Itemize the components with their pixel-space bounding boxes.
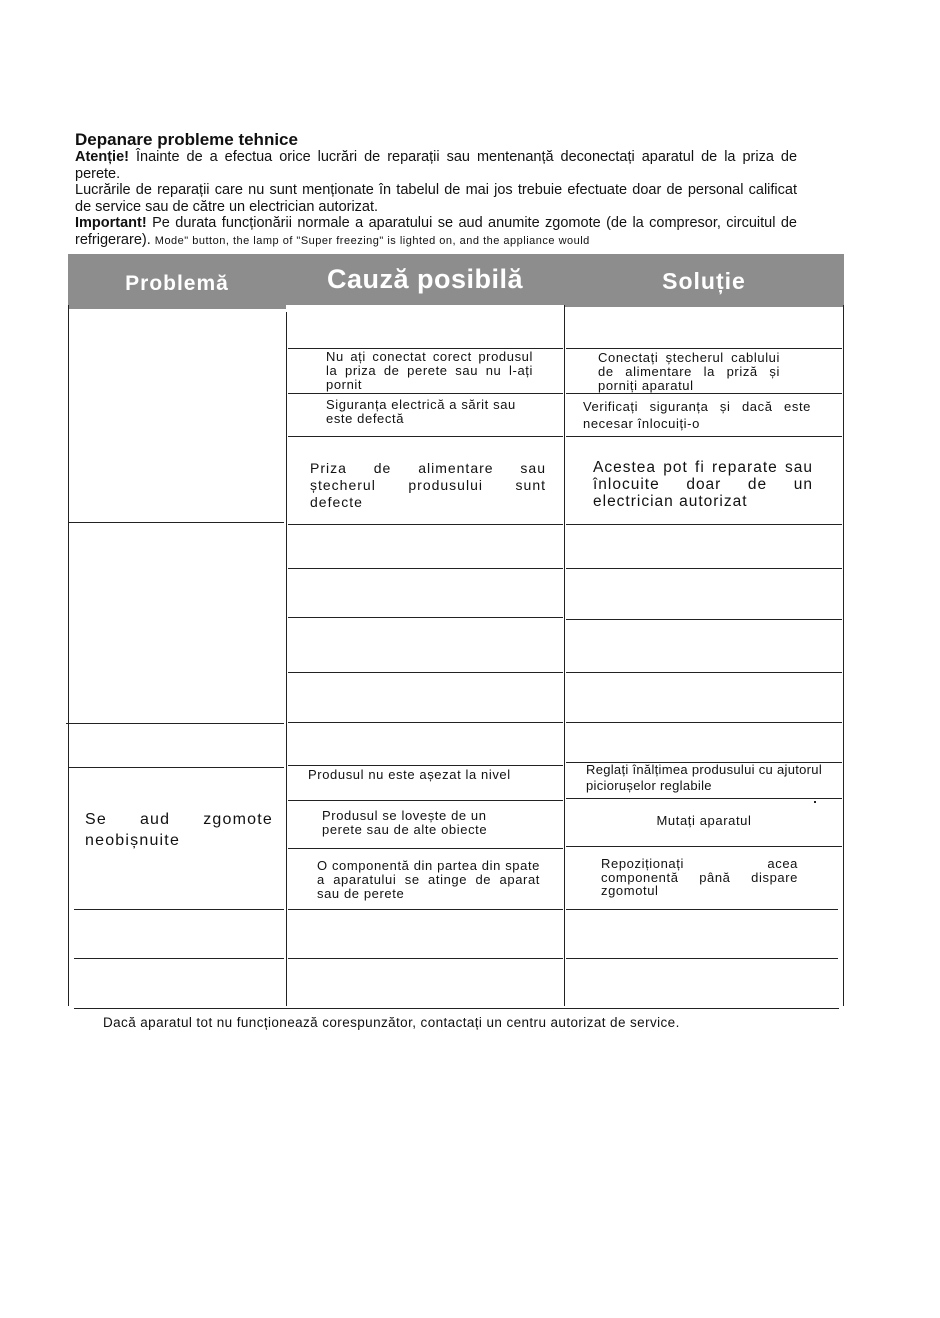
grid-line bbox=[68, 767, 284, 768]
cause-cell: Siguranța electrică a sărit sau este defectă bbox=[326, 397, 516, 426]
intro-section bbox=[75, 130, 797, 249]
attention-label: Atenție! bbox=[75, 149, 129, 165]
grid-line bbox=[843, 305, 844, 1006]
grid-line bbox=[288, 765, 563, 766]
header-cause-label: Cauză posibilă bbox=[326, 264, 524, 294]
solution-cell: Acestea pot fi reparate sau înlocuite doar de un electrician autorizat bbox=[593, 459, 813, 510]
stray-mark bbox=[814, 801, 816, 803]
cause-cell: Priza de alimentare sau ștecherul produsului sunt defecte bbox=[310, 460, 546, 510]
grid-line bbox=[288, 672, 563, 673]
grid-line bbox=[74, 909, 284, 910]
overflow-text: Mode" button, the lamp of "Super freezing" is lighted on, and the appliance would bbox=[154, 234, 590, 247]
footer-note: Dacă aparatul tot nu funcționează corespunzător, contactați un centru autorizat de service. bbox=[103, 1015, 680, 1030]
grid-line bbox=[288, 524, 563, 525]
important-text: Pe durata funcționării normale a aparatului se aud anumite zgomote (de la compresor, circuitul de refrigerare). bbox=[75, 215, 797, 248]
header-problem bbox=[68, 254, 286, 309]
grid-line bbox=[288, 722, 563, 723]
grid-line bbox=[74, 958, 284, 959]
header-solution bbox=[564, 254, 844, 307]
grid-line bbox=[288, 617, 563, 618]
grid-line bbox=[288, 909, 563, 910]
repairs-paragraph: Lucrările de reparații care nu sunt menționate în tabelul de mai jos trebuie efectuate doar de personal calificat de service sau de către un electrician autorizat. bbox=[75, 182, 797, 215]
grid-line bbox=[566, 722, 842, 723]
grid-line bbox=[566, 568, 842, 569]
solution-cell: Reglați înălțimea produsului cu ajutorul piciorușelor reglabile bbox=[586, 762, 823, 793]
attention-text: Înainte de a efectua orice lucrări de reparații sau mentenanță deconectați aparatul de la priza de perete. bbox=[75, 149, 798, 182]
cause-cell: Produsul se lovește de un perete sau de alte obiecte bbox=[322, 808, 488, 837]
grid-line bbox=[68, 522, 284, 523]
grid-line bbox=[288, 436, 563, 437]
table-bottom-line bbox=[74, 1008, 839, 1009]
solution-cell: Mutați aparatul bbox=[656, 813, 752, 828]
important-paragraph bbox=[75, 215, 797, 249]
solution-cell: Verificați siguranța și dacă este necesar înlocuiți-o bbox=[583, 399, 811, 431]
grid-line bbox=[288, 848, 563, 849]
header-solution-label: Soluție bbox=[662, 268, 746, 294]
grid-line bbox=[286, 312, 287, 1006]
grid-line bbox=[566, 672, 842, 673]
cause-cell: Nu ați conectat corect produsul la priza de perete sau nu l-ați pornit bbox=[326, 349, 533, 392]
grid-line bbox=[566, 393, 842, 394]
grid-line bbox=[566, 348, 842, 349]
cause-cell: Produsul nu este așezat la nivel bbox=[308, 767, 511, 782]
important-label: Important! bbox=[75, 215, 147, 231]
grid-line bbox=[566, 958, 838, 959]
grid-line bbox=[288, 800, 563, 801]
grid-line bbox=[566, 436, 842, 437]
grid-line bbox=[564, 305, 565, 1006]
header-problem-label: Problemă bbox=[125, 271, 229, 295]
solution-cell: Conectați ștecherul cablului de alimentare la priză și porniți aparatul bbox=[598, 350, 780, 393]
grid-line bbox=[68, 305, 69, 1006]
grid-line bbox=[288, 568, 563, 569]
grid-line bbox=[566, 846, 842, 847]
problem-cell: Se aud zgomote neobișnuite bbox=[85, 811, 273, 849]
solution-cell: Repoziționați acea componentă până dispare zgomotul bbox=[601, 856, 798, 898]
grid-line bbox=[566, 619, 842, 620]
grid-line bbox=[566, 524, 842, 525]
grid-line bbox=[288, 393, 563, 394]
attention-paragraph bbox=[75, 149, 797, 182]
page-title: Depanare probleme tehnice bbox=[75, 130, 298, 149]
grid-line bbox=[566, 798, 842, 799]
cause-cell: O componentă din partea din spate a aparatului se atinge de aparat sau de perete bbox=[317, 858, 540, 901]
grid-line bbox=[566, 909, 838, 910]
header-cause bbox=[286, 254, 564, 305]
grid-line bbox=[66, 723, 284, 724]
grid-line bbox=[288, 958, 563, 959]
